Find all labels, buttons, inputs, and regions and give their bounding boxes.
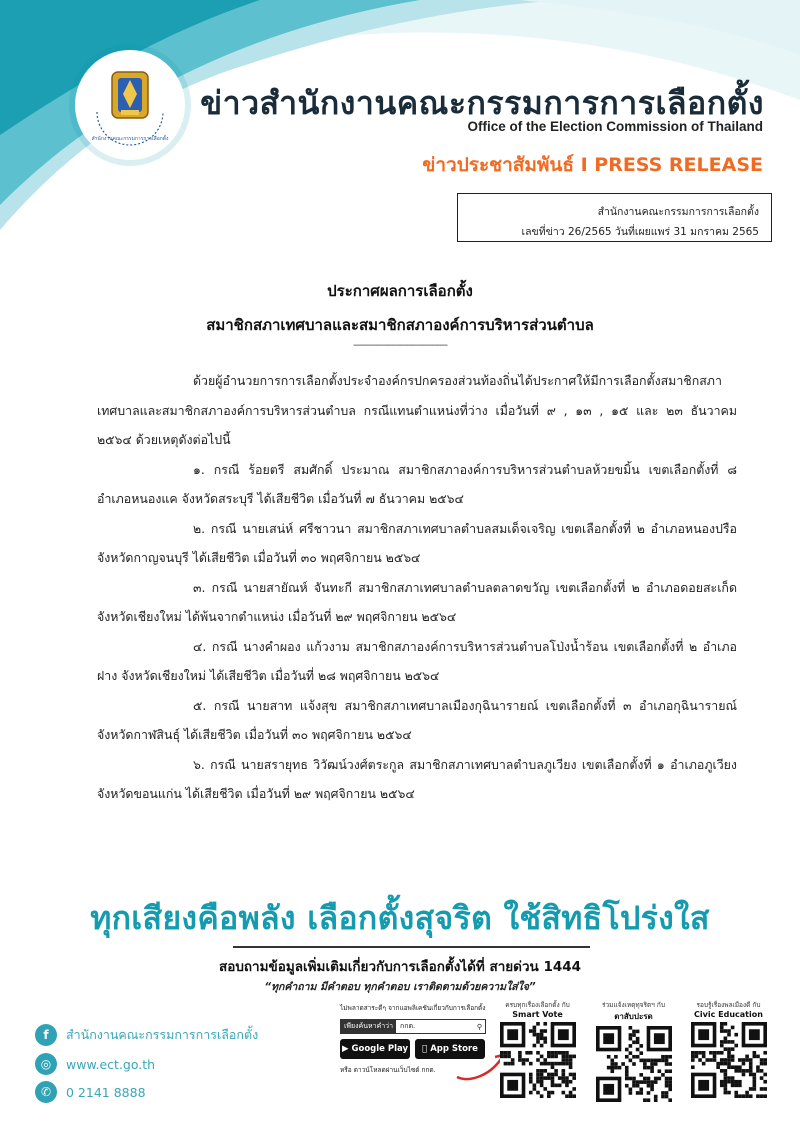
phone-icon: ✆	[35, 1081, 57, 1103]
download-note: หรือ ดาวน์โหลดผ่านเว็บไซต์ กกต.	[340, 1066, 436, 1074]
app-store-label: App Store	[427, 1044, 476, 1054]
ect-emblem-icon	[75, 50, 185, 160]
case-item: ๖. กรณี นายสรายุทธ วิวัฒน์วงศ์ตระกูล สมาชิกสภาเทศบาลตำบลภูเวียง เขตเลือกตั้งที่ ๑ อำเภอภูเวียง จังหวัดขอนแก่น ได้เสียชีวิต เมื่อวันที่ ๒๙ พฤศจิกายน ๒๕๖๔	[97, 756, 737, 801]
tagline-text: “ทุกคำถาม มีคำตอบ ทุกคำตอบ เราติดตามด้วยความใส่ใจ”	[264, 981, 536, 993]
globe-icon: ◎	[35, 1053, 57, 1075]
qr-civic-education[interactable]	[686, 1000, 771, 1098]
contact-facebook[interactable]	[35, 1023, 258, 1047]
contact-website-text: www.ect.go.th	[66, 1056, 156, 1072]
announcement-title: ประกาศผลการเลือกตั้ง	[327, 282, 473, 300]
header-title-thai: ข่าวสำนักงานคณะกรรมการการเลือกตั้ง	[200, 84, 764, 122]
hotline-text: สอบถามข้อมูลเพิ่มเติมเกี่ยวกับการเลือกตั้งได้ที่ สายด่วน 1444	[218, 959, 582, 975]
google-play-button[interactable]	[340, 1039, 410, 1059]
reference-org: สำนักงานคณะกรรมการการเลือกตั้ง	[597, 206, 759, 218]
qr-code-icon	[596, 1026, 672, 1102]
contact-phone-text: 0 2141 8888	[66, 1084, 146, 1100]
qr-caption: รอบรู้เรื่องพลเมืองดี กับ	[696, 1001, 761, 1009]
announcement-subtitle: สมาชิกสภาเทศบาลและสมาชิกสภาองค์การบริหารส่วนตำบล	[206, 316, 594, 334]
case-item: ๒. กรณี นายเสน่ห์ ศรีชาวนา สมาชิกสภาเทศบาลตำบลสมเด็จเจริญ เขตเลือกตั้งที่ ๒ อำเภอหนองปรือ จังหวัดกาญจนบุรี ได้เสียชีวิต เมื่อวันที่ ๓๐ พฤศจิกายน ๒๕๖๔	[97, 520, 737, 565]
reference-number: เลขที่ข่าว 26/2565 วันที่เผยแพร่ 31 มกราคม 2565	[521, 226, 759, 238]
app-note: ไม่พลาดสาระดีๆ จากแอพลิเคชันเกี่ยวกับการเลือกตั้ง	[340, 1004, 486, 1012]
intro-paragraph: ด้วยผู้อำนวยการการเลือกตั้งประจำองค์กรปกครองส่วนท้องถิ่นได้ประกาศให้มีการเลือกตั้งสมาชิกสภาเทศบาลและสมาชิกสภาองค์การบริหารส่วนตำบล กรณีแทนตำแหน่งที่ว่าง เมื่อวันที่ ๙ , ๑๓ , ๑๕ และ ๒๓ ธันวาคม ๒๕๖๔ ด้วยเหตุดังต่อไปนี้	[97, 373, 737, 447]
contact-phone[interactable]	[35, 1080, 146, 1104]
press-release-label: ข่าวประชาสัมพันธ์ I PRESS RELEASE	[422, 154, 763, 176]
qr-title: Smart Vote	[512, 1010, 563, 1019]
qr-code-icon	[691, 1022, 767, 1098]
app-search-value: กกต.	[400, 1022, 416, 1030]
header-title-english: Office of the Election Commission of Thailand	[467, 119, 763, 134]
case-item: ๑. กรณี ร้อยตรี สมศักดิ์ ประมาณ สมาชิกสภาองค์การบริหารส่วนตำบลห้วยขมิ้น เขตเลือกตั้งที่ ๘ อำเภอหนองแค จังหวัดสระบุรี ได้เสียชีวิต เมื่อวันที่ ๗ ธันวาคม ๒๕๖๔	[97, 461, 737, 506]
qr-caption: ร่วมแจ้งเหตุทุจริตฯ กับ	[602, 1001, 665, 1009]
case-item: ๕. กรณี นายสาท แจ้งสุข สมาชิกสภาเทศบาลเมืองกุฉินารายณ์ เขตเลือกตั้งที่ ๓ อำเภอกุฉินารายณ์ จังหวัดกาฬสินธุ์ ได้เสียชีวิต เมื่อวันที่ ๓๐ พฤศจิกายน ๒๕๖๔	[97, 697, 737, 742]
case-item: ๔. กรณี นางคำผอง แก้วงาม สมาชิกสภาองค์การบริหารส่วนตำบลโป่งน้ำร้อน เขตเลือกตั้งที่ ๒ อำเภอฝาง จังหวัดเชียงใหม่ ได้เสียชีวิต เมื่อวันที่ ๒๘ พฤศจิกายน ๒๕๖๔	[97, 638, 737, 683]
case-item: ๓. กรณี นายสายัณห์ จันทะกี สมาชิกสภาเทศบาลตำบลตลาดขวัญ เขตเลือกตั้งที่ ๒ อำเภอดอยสะเก็ด จังหวัดเชียงใหม่ ได้พ้นจากตำแหน่ง เมื่อวันที่ ๒๙ พฤศจิกายน ๒๕๖๔	[97, 579, 737, 624]
qr-caption: ครบทุกเรื่องเลือกตั้ง กับ	[505, 1001, 570, 1009]
contact-website[interactable]	[35, 1052, 155, 1076]
campaign-slogan: ทุกเสียงคือพลัง เลือกตั้งสุจริต ใช้สิทธิโปร่งใส	[90, 899, 710, 937]
qr-ta-sapparot[interactable]	[591, 1000, 676, 1102]
google-play-label: Google Play	[351, 1044, 409, 1054]
apple-icon	[422, 1044, 427, 1054]
qr-title: ตาสับปะรด	[614, 1012, 653, 1021]
qr-smart-vote[interactable]	[495, 1000, 580, 1098]
google-play-icon: ▶	[341, 1044, 349, 1054]
body-text	[97, 366, 737, 809]
app-search-box	[340, 1019, 486, 1034]
slogan-underline	[233, 946, 590, 948]
qr-title: Civic Education	[694, 1010, 763, 1019]
reference-box	[457, 193, 772, 242]
svg-text:สำนักงานคณะกรรมการการเลือกตั้ง: สำนักงานคณะกรรมการการเลือกตั้ง	[91, 136, 169, 142]
search-icon: ⚲	[476, 1022, 482, 1031]
contact-facebook-text: สำนักงานคณะกรรมการการเลือกตั้ง	[66, 1027, 259, 1042]
facebook-icon: f	[35, 1024, 57, 1046]
app-search-label: เพียงค้นหาคำว่า	[341, 1020, 396, 1033]
ect-logo	[75, 50, 185, 160]
divider-line: ------------------------------------	[353, 340, 447, 351]
qr-code-icon	[500, 1022, 576, 1098]
